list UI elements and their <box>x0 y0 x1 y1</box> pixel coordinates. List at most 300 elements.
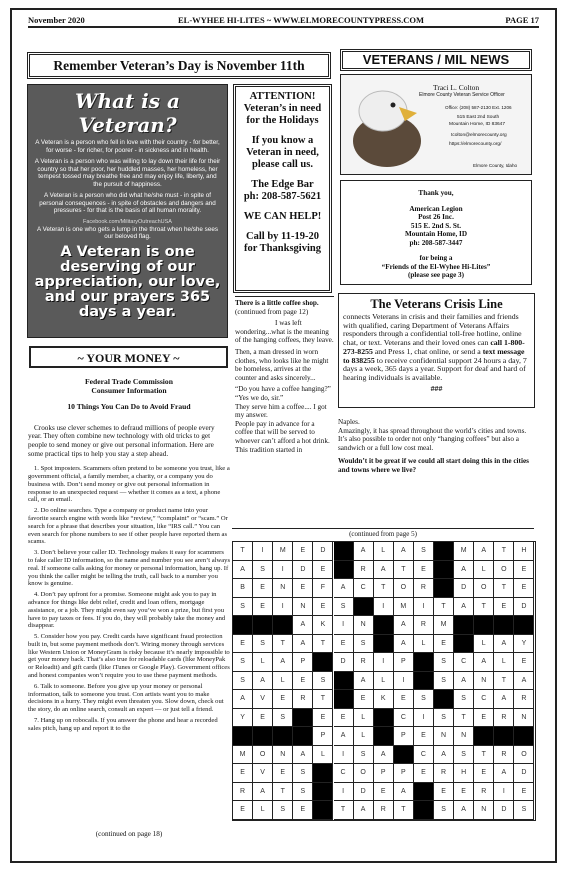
masthead: EL-WYHEE HI-LITES ~ WWW.ELMORECOUNTYPRESS.COM <box>178 15 425 25</box>
crossword-black-cell <box>374 727 394 746</box>
crossword-letter-cell: M <box>273 542 293 561</box>
crossword-letter-cell: P <box>394 764 414 783</box>
crossword-black-cell <box>334 672 354 691</box>
crossword-black-cell <box>434 579 454 598</box>
crossword-letter-cell: S <box>253 561 273 580</box>
crossword-letter-cell: D <box>514 764 534 783</box>
crossword-letter-cell: B <box>233 579 253 598</box>
crossword-letter-cell: N <box>474 672 494 691</box>
crossword-letter-cell: A <box>293 635 313 654</box>
crossword-letter-cell: R <box>374 801 394 820</box>
veterans-day-banner: Remember Veteran’s Day is November 11th <box>27 52 331 79</box>
crossword-black-cell <box>293 727 313 746</box>
crossword-letter-cell: A <box>233 690 253 709</box>
attention-subheading: Veteran’s in need for the Holidays <box>243 103 322 126</box>
crossword-letter-cell: A <box>394 783 414 802</box>
crossword-letter-cell: E <box>313 598 333 617</box>
crossword-letter-cell: D <box>514 598 534 617</box>
fraud-article <box>28 378 230 736</box>
crossword-black-cell <box>434 561 454 580</box>
crossword-letter-cell: E <box>354 690 374 709</box>
crossword-letter-cell: T <box>273 635 293 654</box>
crossword-letter-cell: I <box>273 561 293 580</box>
crossword-black-cell <box>454 635 474 654</box>
crossword-letter-cell: S <box>273 709 293 728</box>
crossword-letter-cell: T <box>434 598 454 617</box>
coffee-article-continued <box>338 414 534 478</box>
crossword-black-cell <box>374 635 394 654</box>
crossword-black-cell <box>334 690 354 709</box>
crossword-black-cell <box>334 561 354 580</box>
crossword-black-cell <box>474 727 494 746</box>
crisis-line-box <box>338 293 535 408</box>
thanks-friends: “Friends of the El-Wyhee Hi-Lites” <box>381 262 491 271</box>
crossword-letter-cell: I <box>273 598 293 617</box>
crossword-black-cell <box>253 727 273 746</box>
fraud-org: Federal Trade Commission <box>85 377 173 386</box>
crossword-letter-cell: S <box>313 672 333 691</box>
crossword-letter-cell: I <box>334 616 354 635</box>
crisis-title: The Veterans Crisis Line <box>370 297 503 311</box>
veteran-panel-title: What is a Veteran? <box>75 89 180 137</box>
coffee-paragraph: People pay in advance for a coffee that will be served to whoever can’t afford a hot drink. <box>235 419 330 445</box>
thanks-line: ph: 208-587-3447 <box>409 238 463 247</box>
crossword-letter-cell: L <box>354 709 374 728</box>
attention-place: The Edge Bar <box>251 179 314 190</box>
crossword-letter-cell: A <box>474 542 494 561</box>
vso-business-card <box>340 74 532 175</box>
crossword-letter-cell: C <box>354 579 374 598</box>
veteran-paragraph: A Veteran is a person who did what he/she must - in spite of personal consequences - in spite of obstacles and dangers and pressures - for that is the basis of all human morality. <box>39 192 216 214</box>
crossword-letter-cell: I <box>414 709 434 728</box>
crossword-letter-cell: S <box>233 653 253 672</box>
crossword-letter-cell: A <box>354 672 374 691</box>
crossword-letter-cell: A <box>334 727 354 746</box>
crossword-letter-cell: S <box>434 801 454 820</box>
crossword-letter-cell: E <box>293 579 313 598</box>
crossword-black-cell <box>414 653 434 672</box>
crossword-black-cell <box>494 616 514 635</box>
crossword-letter-cell: N <box>474 801 494 820</box>
crossword-black-cell <box>394 746 414 765</box>
crossword-letter-cell: R <box>434 764 454 783</box>
crossword-letter-cell: A <box>394 635 414 654</box>
crossword-letter-cell: C <box>334 764 354 783</box>
crossword-letter-cell: A <box>273 653 293 672</box>
crossword-black-cell <box>434 690 454 709</box>
crossword-letter-cell: A <box>494 690 514 709</box>
crossword-black-cell <box>313 783 333 802</box>
crossword-letter-cell: M <box>233 746 253 765</box>
page-header <box>28 14 539 28</box>
crossword-letter-cell: L <box>474 561 494 580</box>
attention-help: WE CAN HELP! <box>243 211 322 222</box>
crossword-letter-cell: M <box>434 616 454 635</box>
crossword-letter-cell: F <box>313 579 333 598</box>
crossword-letter-cell: S <box>273 801 293 820</box>
thank-you-box <box>340 180 532 285</box>
crossword-letter-cell: E <box>293 542 313 561</box>
crossword-letter-cell: H <box>514 542 534 561</box>
crossword-letter-cell: O <box>394 579 414 598</box>
coffee-paragraph: It’s also possible to order not only “hanging coffees” but also a sandwich or a full low cost meal. <box>338 435 519 452</box>
thanks-line: Post 26 Inc. <box>418 213 454 221</box>
crossword-letter-cell: C <box>394 709 414 728</box>
crossword-letter-cell: I <box>494 783 514 802</box>
vso-role: Elmore County Veteran Service Officer <box>419 92 505 98</box>
crisis-text: text message to 838255 <box>343 346 525 365</box>
crossword-letter-cell: H <box>454 764 474 783</box>
thanks-see-page: (please see page 3) <box>407 271 465 279</box>
crossword-letter-cell: R <box>494 746 514 765</box>
crossword-letter-cell: A <box>454 561 474 580</box>
crossword-letter-cell: E <box>374 783 394 802</box>
crossword-letter-cell: A <box>394 542 414 561</box>
crossword-letter-cell: I <box>414 598 434 617</box>
fraud-tip: 4. Don’t pay upfront for a promise. Someone might ask you to pay in advance for things like debt relief, credit and loan offers, mortgage assistance, or a job. They might even say you’ve won a prize, but first you have to pay taxes or fees. If you do, they will probably take the money and disappear. <box>28 591 226 630</box>
crossword-letter-cell: S <box>354 635 374 654</box>
crossword-letter-cell: M <box>454 542 474 561</box>
crossword-letter-cell: E <box>474 764 494 783</box>
crossword-letter-cell: A <box>474 653 494 672</box>
coffee-paragraph: They serve him a coffee.... I got my answer. <box>235 402 327 420</box>
crossword-letter-cell: A <box>354 801 374 820</box>
crossword-letter-cell: V <box>253 690 273 709</box>
crossword-letter-cell: L <box>494 653 514 672</box>
crossword-letter-cell: D <box>454 579 474 598</box>
crossword-letter-cell: S <box>434 672 454 691</box>
crossword-letter-cell: P <box>313 727 333 746</box>
crossword-letter-cell: A <box>454 801 474 820</box>
crossword-letter-cell: L <box>253 801 273 820</box>
crossword-letter-cell: T <box>394 561 414 580</box>
crossword-letter-cell: E <box>434 635 454 654</box>
crossword-letter-cell: C <box>414 746 434 765</box>
crossword-letter-cell: R <box>514 690 534 709</box>
attention-heading: ATTENTION! <box>249 91 316 102</box>
crossword-letter-cell: R <box>354 653 374 672</box>
crossword-letter-cell: E <box>293 801 313 820</box>
vso-city: Mountain Home, ID 83647 <box>449 122 505 127</box>
crossword-letter-cell: I <box>334 746 354 765</box>
crossword-letter-cell: R <box>414 616 434 635</box>
crossword-solution-grid <box>232 541 536 821</box>
crossword-black-cell <box>233 727 253 746</box>
crossword-black-cell <box>514 616 534 635</box>
crossword-black-cell <box>273 727 293 746</box>
crossword-letter-cell: P <box>394 653 414 672</box>
veterans-news-heading: VETERANS / MIL NEWS <box>340 49 532 71</box>
crossword-letter-cell: S <box>414 690 434 709</box>
crossword-letter-cell: E <box>313 561 333 580</box>
attention-phone: ph: 208-587-5621 <box>243 191 322 202</box>
crossword-letter-cell: D <box>494 801 514 820</box>
coffee-closing: Wouldn’t it be great if we could all start doing this in the cities and towns where we live? <box>338 457 529 474</box>
crossword-letter-cell: E <box>514 561 534 580</box>
crossword-letter-cell: L <box>374 542 394 561</box>
crossword-black-cell <box>414 783 434 802</box>
fraud-intro: Crooks use clever schemes to defraud millions of people every year. They often combine new technology with old tricks to get people to send money or give out personal information. Here are some practical tips to help you stay a step ahead. <box>28 423 215 458</box>
crossword-letter-cell: S <box>434 709 454 728</box>
crossword-letter-cell: T <box>394 801 414 820</box>
crossword-letter-cell: I <box>334 783 354 802</box>
crossword-letter-cell: E <box>233 801 253 820</box>
crossword-letter-cell: E <box>334 635 354 654</box>
crossword-letter-cell: R <box>293 690 313 709</box>
crossword-letter-cell: P <box>293 653 313 672</box>
crossword-letter-cell: A <box>293 616 313 635</box>
crossword-letter-cell: A <box>514 672 534 691</box>
thanks-line: 515 E. 2nd S. St. <box>410 221 462 230</box>
crossword-letter-cell: T <box>233 542 253 561</box>
crossword-letter-cell: N <box>273 579 293 598</box>
crossword-letter-cell: I <box>394 672 414 691</box>
crossword-black-cell <box>253 616 273 635</box>
crossword-letter-cell: E <box>334 709 354 728</box>
thanks-for-being: for being a <box>419 254 453 262</box>
crossword-letter-cell: C <box>454 653 474 672</box>
crossword-letter-cell: T <box>474 746 494 765</box>
crossword-black-cell <box>414 672 434 691</box>
crossword-letter-cell: S <box>454 690 474 709</box>
crossword-letter-cell: S <box>454 746 474 765</box>
coffee-paragraph: I was left wondering...what is the meaning of the hanging coffees, they leave. <box>235 319 334 345</box>
crossword-letter-cell: L <box>414 635 434 654</box>
crossword-letter-cell: E <box>293 672 313 691</box>
thanks-line: American Legion <box>409 204 463 213</box>
crisis-end-mark: ### <box>430 383 443 393</box>
crossword-letter-cell: E <box>474 709 494 728</box>
crossword-letter-cell: N <box>354 616 374 635</box>
crossword-letter-cell: L <box>474 635 494 654</box>
crossword-letter-cell: A <box>434 746 454 765</box>
crossword-black-cell <box>354 598 374 617</box>
crossword-black-cell <box>374 616 394 635</box>
crossword-letter-cell: A <box>334 579 354 598</box>
crossword-letter-cell: S <box>293 783 313 802</box>
attention-box <box>233 84 332 293</box>
crossword-letter-cell: E <box>434 783 454 802</box>
crossword-letter-cell: A <box>374 561 394 580</box>
fraud-continued: (continued on page 18) <box>95 830 163 838</box>
fraud-tip: 5. Consider how you pay. Credit cards have significant fraud protection built in, but some payment methods don’t. Wiring money through services like Western Union or MoneyGram is risky because it’s nearly impossible to get your money back. That’s also true for reloadable cards (like MoneyPak or Reloadit) and gift cards (like iTunes or Google Play). Government offices and honest companies won’t require you to use these payment methods. <box>28 633 230 680</box>
crossword-letter-cell: R <box>354 561 374 580</box>
thanks-line: Thank you, <box>418 189 454 197</box>
crossword-letter-cell: C <box>474 690 494 709</box>
crossword-black-cell <box>514 727 534 746</box>
crossword-letter-cell: L <box>354 727 374 746</box>
page-number: PAGE 17 <box>505 15 539 25</box>
crossword-letter-cell: T <box>374 579 394 598</box>
crossword-black-cell <box>474 616 494 635</box>
attention-ask: If you know a Veteran in need, please call us. <box>246 135 319 170</box>
crossword-letter-cell: R <box>233 783 253 802</box>
crossword-letter-cell: T <box>313 635 333 654</box>
fraud-subtitle: 10 Things You Can Do to Avoid Fraud <box>67 402 191 412</box>
attention-deadline: Call by 11-19-20 for Thanksgiving <box>244 231 321 254</box>
crossword-letter-cell: N <box>273 746 293 765</box>
crossword-letter-cell: Y <box>514 635 534 654</box>
crossword-letter-cell: E <box>233 764 253 783</box>
what-is-a-veteran-panel <box>27 84 228 338</box>
crossword-letter-cell: M <box>394 598 414 617</box>
vso-office-phone: Office: (208) 587-2130 Ext. 1206 <box>445 105 512 110</box>
crossword-letter-cell: O <box>354 764 374 783</box>
crossword-letter-cell: S <box>434 653 454 672</box>
crossword-letter-cell: A <box>494 635 514 654</box>
crossword-letter-cell: A <box>454 672 474 691</box>
crossword-letter-cell: Y <box>233 709 253 728</box>
veteran-paragraph: A Veteran is a person who was willing to lay down their life for their country so that her poor, her huddled masses, her homeless, her tempest tossed may breathe free and may enjoy life, liberty, and the pursuit of happiness. <box>34 158 221 188</box>
crossword-letter-cell: A <box>394 616 414 635</box>
vso-website: https://elmorecounty.org/ <box>449 142 502 147</box>
issue-date: November 2020 <box>28 15 85 25</box>
crossword-letter-cell: S <box>414 542 434 561</box>
crossword-letter-cell: L <box>374 672 394 691</box>
crossword-letter-cell: S <box>233 672 253 691</box>
crossword-black-cell <box>293 709 313 728</box>
crossword-black-cell <box>334 542 354 561</box>
crossword-letter-cell: S <box>334 598 354 617</box>
crossword-letter-cell: R <box>494 709 514 728</box>
crisis-body: connects Veterans in crisis and their families and friends with qualified, caring Department of Veterans Affairs responders through a confidential toll-free hotline, online chat, or text. Veterans and their loved ones can <box>343 312 522 348</box>
crossword-letter-cell: A <box>494 764 514 783</box>
puzzle-continued-from: (continued from page 5) <box>232 528 534 538</box>
crossword-letter-cell: S <box>233 598 253 617</box>
crossword-letter-cell: E <box>514 653 534 672</box>
crossword-letter-cell: V <box>253 764 273 783</box>
fraud-tip: 6. Talk to someone. Before you give up your money or personal information, talk to someone you trust. Con artists want you to make decisions in a hurry. They might even threaten you. Slow down, check out the story, do an online search, consult an expert — or just tell a friend. <box>28 682 224 714</box>
crossword-letter-cell: A <box>293 746 313 765</box>
fraud-tip: 1. Spot imposters. Scammers often pretend to be someone you trust, like a government official, a family member, a charity, or a company you do business with. Don’t send money or give out personal information in response to an unexpected request — whether it comes as a text, a phone call, or an email. <box>28 465 230 504</box>
crossword-letter-cell: T <box>474 598 494 617</box>
crossword-letter-cell: A <box>253 783 273 802</box>
crossword-letter-cell: O <box>253 746 273 765</box>
crossword-letter-cell: D <box>334 653 354 672</box>
crossword-letter-cell: E <box>253 598 273 617</box>
crossword-letter-cell: E <box>454 783 474 802</box>
crossword-letter-cell: P <box>394 727 414 746</box>
crossword-letter-cell: I <box>374 653 394 672</box>
vso-email: tcolton@elmorecounty.org <box>451 133 507 138</box>
crossword-letter-cell: R <box>414 579 434 598</box>
crossword-letter-cell: D <box>354 783 374 802</box>
coffee-paragraph: This tradition started in <box>235 445 303 454</box>
crossword-letter-cell: K <box>313 616 333 635</box>
crossword-letter-cell: S <box>354 746 374 765</box>
crossword-letter-cell: E <box>253 709 273 728</box>
crossword-letter-cell: T <box>273 783 293 802</box>
crossword-letter-cell: I <box>374 598 394 617</box>
fraud-org-sub: Consumer Information <box>91 385 167 395</box>
coffee-article <box>235 296 334 454</box>
crossword-letter-cell: K <box>374 690 394 709</box>
crossword-letter-cell: S <box>253 635 273 654</box>
crossword-letter-cell: D <box>313 542 333 561</box>
crossword-letter-cell: N <box>514 709 534 728</box>
veteran-paragraph: A Veteran is one who gets a lump in the throat when he/she sees our beloved flag. <box>37 225 218 240</box>
crossword-letter-cell: P <box>374 764 394 783</box>
crossword-letter-cell: L <box>273 672 293 691</box>
crossword-letter-cell: A <box>253 672 273 691</box>
vso-county: Elmore County, Idaho <box>473 163 518 168</box>
crossword-letter-cell: E <box>414 561 434 580</box>
crisis-phone: call 1-800-273-8255 <box>343 338 525 356</box>
crossword-letter-cell: E <box>514 579 534 598</box>
crossword-letter-cell: O <box>494 561 514 580</box>
crossword-letter-cell: E <box>394 690 414 709</box>
crossword-letter-cell: A <box>233 561 253 580</box>
veteran-closing-statement: A Veteran is one deserving of our appreciation, our love, and our prayers 365 days a year. <box>34 243 221 320</box>
thanks-line: Mountain Home, ID <box>404 230 468 238</box>
crossword-black-cell <box>313 801 333 820</box>
crossword-black-cell <box>313 764 333 783</box>
crossword-letter-cell: I <box>253 542 273 561</box>
crossword-letter-cell: O <box>474 579 494 598</box>
coffee-paragraph: Amazingly, it has spread throughout the world’s cities and towns. <box>338 426 527 435</box>
crossword-black-cell <box>233 616 253 635</box>
your-money-heading: ~ YOUR MONEY ~ <box>29 346 228 368</box>
coffee-continued-from: (continued from page 12) <box>235 307 309 316</box>
crossword-letter-cell: S <box>293 764 313 783</box>
crossword-letter-cell: E <box>233 635 253 654</box>
coffee-paragraph: “Yes we do, sir.” <box>235 393 284 402</box>
vso-name: Traci L. Colton <box>433 83 480 92</box>
crossword-letter-cell: E <box>514 783 534 802</box>
crossword-black-cell <box>494 727 514 746</box>
fraud-tip: 2. Do online searches. Type a company or product name into your favorite search engine with words like “review,” “complaint” or “scam.” Or search for a phrase that describes your situation, like “IRS call.” You can even search for phone numbers to see if other people have reported them as scams. <box>28 507 228 546</box>
vso-street: 515 East 2nd South <box>457 115 500 120</box>
crossword-letter-cell: N <box>293 598 313 617</box>
crossword-letter-cell: L <box>253 653 273 672</box>
crossword-letter-cell: T <box>494 672 514 691</box>
veteran-source-url: Facebook.com/MilitaryOutreachUSA <box>83 218 172 225</box>
crossword-letter-cell: T <box>494 579 514 598</box>
crossword-black-cell <box>273 616 293 635</box>
crossword-letter-cell: T <box>454 709 474 728</box>
crossword-letter-cell: T <box>313 690 333 709</box>
crossword-letter-cell: E <box>414 764 434 783</box>
crossword-black-cell <box>434 542 454 561</box>
crossword-letter-cell: D <box>293 561 313 580</box>
crossword-letter-cell: N <box>454 727 474 746</box>
crossword-black-cell <box>454 616 474 635</box>
crossword-letter-cell: T <box>334 801 354 820</box>
crossword-letter-cell: A <box>454 598 474 617</box>
coffee-paragraph: Then, a man dressed in worn clothes, who looks like he might be homeless, arrives at the counter and asks sincerely... <box>235 347 329 382</box>
veteran-paragraph: A Veteran is a person who fell in love with their country - for better, for worse - for richer, for poorer - in sickness and in health. <box>35 139 220 154</box>
crossword-letter-cell: N <box>434 727 454 746</box>
crossword-letter-cell: A <box>374 746 394 765</box>
crossword-letter-cell: O <box>514 746 534 765</box>
fraud-tip: 7. Hang up on robocalls. If you answer the phone and hear a recorded sales pitch, hang up and report it to the <box>28 717 218 732</box>
coffee-title: There is a little coffee shop. <box>235 299 319 307</box>
crossword-letter-cell: S <box>514 801 534 820</box>
crossword-letter-cell: E <box>253 579 273 598</box>
crossword-letter-cell: E <box>494 598 514 617</box>
crossword-black-cell <box>313 653 333 672</box>
crossword-letter-cell: E <box>273 764 293 783</box>
crossword-letter-cell: E <box>273 690 293 709</box>
crossword-letter-cell: A <box>354 542 374 561</box>
crossword-letter-cell: L <box>313 746 333 765</box>
coffee-paragraph: “Do you have a coffee hanging?” <box>235 385 331 394</box>
crossword-letter-cell: R <box>474 783 494 802</box>
eagle-image <box>347 81 427 169</box>
crossword-letter-cell: T <box>494 542 514 561</box>
crisis-body: to receive confidential support 24 hours a day, 7 days a week, 365 days a year. Support for deaf and hard of hearing individuals is available. <box>343 355 527 382</box>
crossword-letter-cell: E <box>414 727 434 746</box>
